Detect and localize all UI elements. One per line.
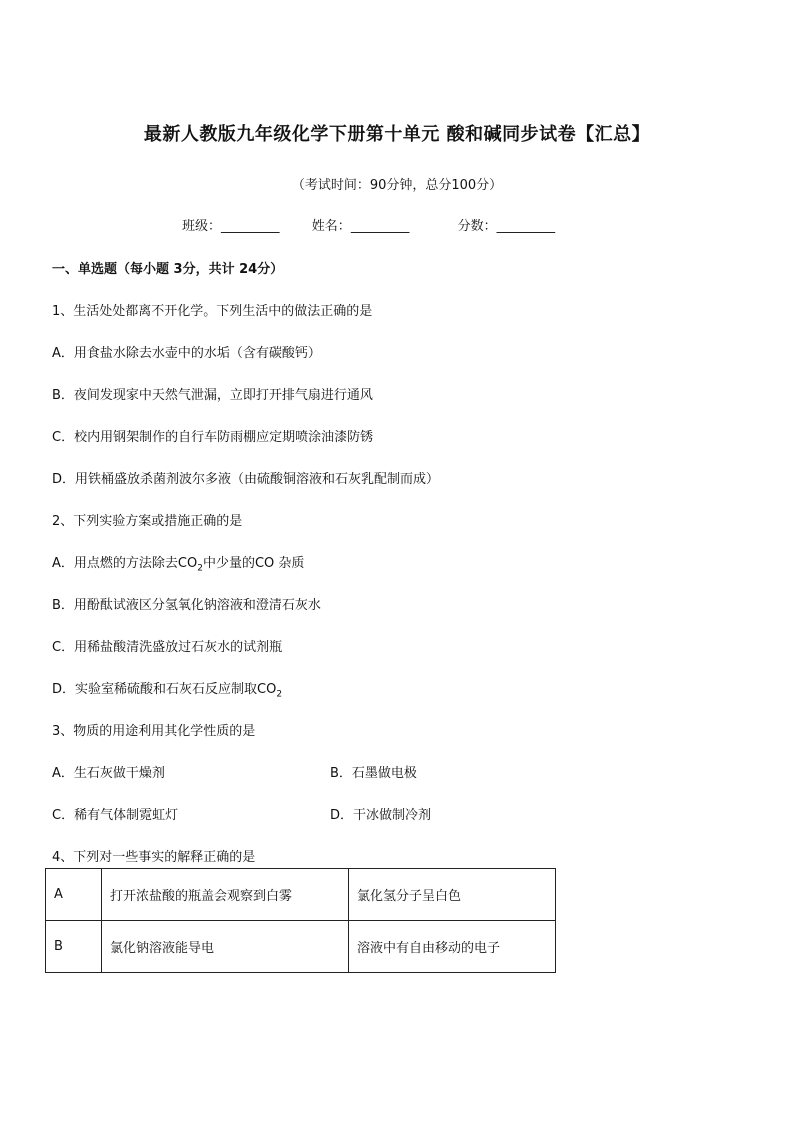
question-3-option-a: A．生石灰做干燥剂 [52, 766, 165, 781]
table-cell-fact: 氯化钠溶液能导电 [102, 921, 349, 973]
question-1-option-a: A．用食盐水除去水壶中的水垢（含有碳酸钙） [52, 346, 321, 361]
name-blank: _________ [350, 219, 410, 234]
question-3-stem: 3、物质的用途利用其化学性质的是 [52, 724, 256, 739]
question-2-option-c: C．用稀盐酸清洗盛放过石灰水的试剂瓶 [52, 640, 283, 655]
name-label: 姓名： [311, 219, 351, 234]
table-cell-option: A [46, 869, 102, 921]
exam-info: （考试时间：90分钟，总分100分） [291, 178, 503, 193]
question-2-stem: 2、下列实验方案或措施正确的是 [52, 514, 243, 529]
table-cell-option: B [46, 921, 102, 973]
table-row [46, 869, 556, 921]
question-2-option-a: A．用点燃的方法除去$CO_2$中少量的CO 杂质 [52, 556, 305, 574]
question-3-option-c: C．稀有气体制霓虹灯 [52, 808, 179, 823]
question-1-option-b: B．夜间发现家中天然气泄漏，立即打开排气扇进行通风 [52, 388, 373, 403]
question-1-stem: 1、生活处处都离不开化学。下列生活中的做法正确的是 [52, 304, 373, 319]
question-3-option-b: B．石墨做电极 [330, 766, 417, 781]
class-label: 班级： [182, 219, 222, 234]
table-cell-explanation: 溶液中有自由移动的电子 [349, 921, 556, 973]
question-2-option-d: D．实验室稀硫酸和石灰石反应制取$CO_2$ [52, 682, 283, 700]
question-1-option-c: C．校内用钢架制作的自行车防雨棚应定期喷涂油漆防锈 [52, 430, 374, 445]
table-cell-explanation: 氯化氢分子呈白色 [349, 869, 556, 921]
table-row [46, 921, 556, 973]
question-2-option-b: B．用酚酞试液区分氢氧化钠溶液和澄清石灰水 [52, 598, 321, 613]
score-blank: _________ [496, 219, 556, 234]
question-1-option-d: D．用铁桶盛放杀菌剂波尔多液（由硫酸铜溶液和石灰乳配制而成） [52, 472, 440, 487]
table-cell-fact: 打开浓盐酸的瓶盖会观察到白雾 [102, 869, 349, 921]
question-3-option-d: D．干冰做制冷剂 [330, 808, 432, 823]
page-title: 最新人教版九年级化学下册第十单元 酸和碱同步试卷【汇总】 [143, 124, 651, 145]
question-4-stem: 4、下列对一些事实的解释正确的是 [52, 850, 256, 865]
class-blank: _________ [221, 219, 280, 234]
score-label: 分数： [457, 219, 497, 234]
section-heading: 一、单选题（每小题 3分，共计 24分） [52, 262, 284, 277]
question-4-table [45, 868, 556, 973]
student-info-row [182, 215, 555, 234]
